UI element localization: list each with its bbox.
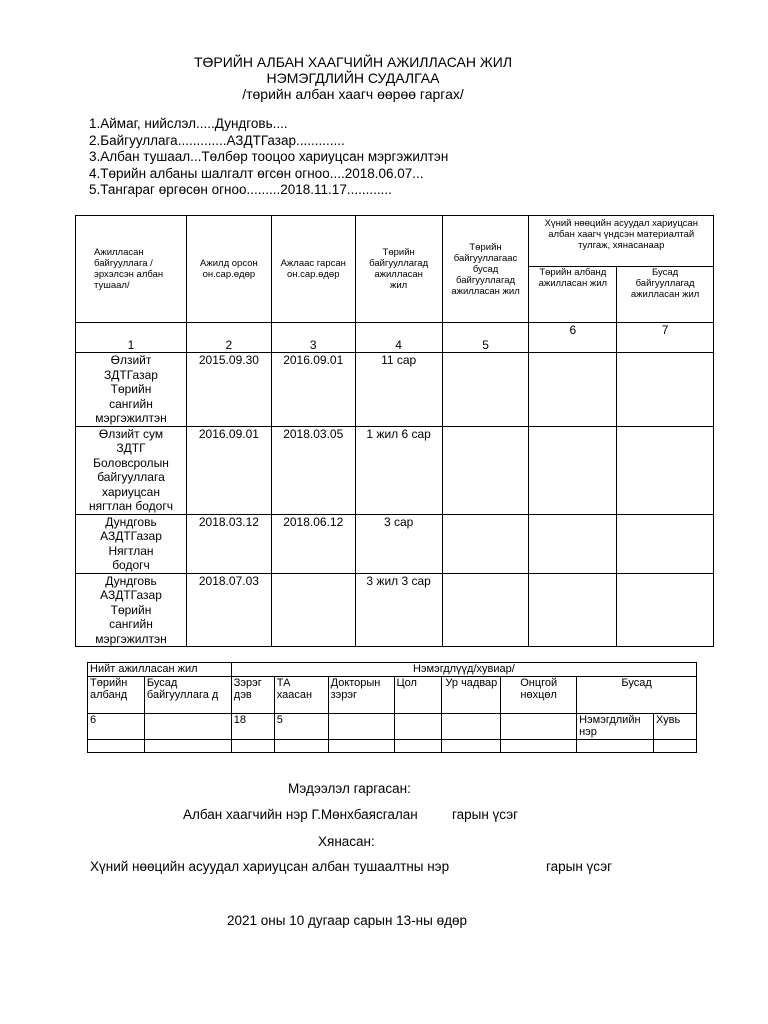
cell-organization: Дундговь АЗДТГазар Нягтлан бодогч	[76, 514, 187, 573]
header-doctorate: Докторын зэрэг	[328, 677, 394, 714]
column-number: 4	[355, 323, 442, 353]
cell-empty	[442, 514, 529, 573]
header-ta: ТА хаасан	[274, 677, 328, 714]
table-row	[76, 514, 714, 573]
cell-empty	[617, 573, 714, 647]
cell-empty	[617, 426, 714, 514]
header-other-orgs: Бусад байгууллага д	[144, 677, 231, 714]
cell-start-date: 2015.09.30	[186, 353, 271, 427]
cell-state-years: 11 сар	[355, 353, 442, 427]
cell-bonus-name: Нэмэгдлийн нэр	[577, 714, 654, 740]
cell-empty	[442, 426, 529, 514]
cell-ta: 5	[274, 714, 328, 740]
table-row	[76, 573, 714, 647]
cell-empty	[144, 714, 231, 740]
column-number: 2	[186, 323, 271, 353]
cell-empty	[617, 353, 714, 427]
cell-start-date: 2018.03.12	[186, 514, 271, 573]
cell-start-date: 2018.07.03	[186, 573, 271, 647]
header-title: Цол	[394, 677, 442, 714]
header-hr-other-years: Бусад байгууллагад ажилласан жил	[617, 267, 714, 323]
table-row	[76, 353, 714, 427]
cell-empty	[529, 573, 617, 647]
title-line-1: ТӨРИЙН АЛБАН ХААГЧИЙН АЖИЛЛАСАН ЖИЛ	[193, 54, 513, 70]
subtitle: /төрийн албан хаагч өөрөө гаргах/	[242, 86, 464, 102]
cell-empty	[529, 514, 617, 573]
header-end-date: Ажлаас гарсан он.сар.өдөр	[271, 216, 355, 323]
cell-empty	[617, 514, 714, 573]
cell-bonus-percent: Хувь	[654, 714, 697, 740]
info-position: 3.Албан тушаал...Төлбөр тооцоо хариуцсан мэргэжилтэн	[89, 149, 449, 164]
table-row	[88, 714, 697, 740]
info-aimag: 1.Аймаг, нийслэл.....Дундговь....	[89, 116, 288, 131]
employment-history-table	[75, 215, 714, 647]
header-hr-verification: Хүний нөөцийн асуудал хариуцсан албан хаагч үндсэн материалтай тулгаж, хянасанаар	[529, 216, 714, 267]
cell-state-years: 1 жил 6 сар	[355, 426, 442, 514]
cell-state-years: 3 жил 3 сар	[355, 573, 442, 647]
title-line-2: НЭМЭГДЛИЙН СУДАЛГАА	[266, 70, 440, 86]
info-provided-label: Мэдээлэл гаргасан:	[288, 781, 411, 796]
cell-empty	[328, 714, 394, 740]
column-number: 5	[442, 323, 529, 353]
header-rank: Зэрэг дэв	[231, 677, 274, 714]
info-organization: 2.Байгууллага.............АЗДТГазар.............	[89, 133, 345, 148]
info-oath-date: 5.Тангараг өргөсөн огноо.........2018.11.17............	[89, 182, 392, 197]
column-number: 6	[529, 323, 617, 353]
document-date: 2021 оны 10 дугаар сарын 13-ны өдөр	[227, 913, 467, 928]
bonus-summary-table	[87, 662, 697, 753]
cell-start-date: 2016.09.01	[186, 426, 271, 514]
employee-signature: гарын үсэг	[452, 807, 519, 822]
cell-end-date: 2018.03.05	[271, 426, 355, 514]
column-number: 3	[271, 323, 355, 353]
cell-end-date: 2018.06.12	[271, 514, 355, 573]
cell-state-years: 3 сар	[355, 514, 442, 573]
cell-organization: Өлзийт сум ЗДТГ Боловсролын байгууллага хариуцсан нягтлан бодогч	[76, 426, 187, 514]
column-number: 7	[617, 323, 714, 353]
header-organization: Ажилласан байгууллага /эрхэлсэн албан тушаал/	[76, 216, 187, 323]
cell-end-date: 2016.09.01	[271, 353, 355, 427]
cell-end-date	[271, 573, 355, 647]
header-state-service: Төрийн албанд	[88, 677, 145, 714]
reviewed-label: Хянасан:	[318, 834, 375, 849]
employee-name: Албан хаагчийн нэр Г.Мөнхбаясгалан	[183, 807, 418, 822]
header-other-years: Төрийн байгууллагаас бусад байгууллагад ажилласан жил	[442, 216, 529, 323]
table-row	[88, 740, 697, 753]
cell-empty	[442, 714, 501, 740]
info-exam-date: 4.Төрийн албаны шалгалт өгсөн огноо....2018.06.07...	[89, 166, 424, 181]
hr-officer-name: Хүний нөөцийн асуудал хариуцсан албан тушаалтны нэр	[90, 859, 450, 874]
cell-empty	[501, 714, 577, 740]
cell-state-service: 6	[88, 714, 145, 740]
cell-rank: 18	[231, 714, 274, 740]
header-start-date: Ажилд орсон он.сар.өдөр	[186, 216, 271, 323]
cell-empty	[529, 426, 617, 514]
cell-empty	[394, 714, 442, 740]
cell-organization: Өлзийт ЗДТГазар Төрийн сангийн мэргэжилтэн	[76, 353, 187, 427]
header-hr-state-years: Төрийн албанд ажилласан жил	[529, 267, 617, 323]
cell-organization: Дундговь АЗДТГазар Төрийн сангийн мэргэжилтэн	[76, 573, 187, 647]
header-state-years: Төрийн байгууллагад ажилласан жил	[355, 216, 442, 323]
hr-signature: гарын үсэг	[546, 859, 613, 874]
cell-empty	[529, 353, 617, 427]
header-special-conditions: Онцгой нөхцөл	[501, 677, 577, 714]
header-total-years: Нийт ажилласан жил	[88, 663, 232, 677]
table-row	[76, 426, 714, 514]
column-number: 1	[76, 323, 187, 353]
header-other: Бусад	[577, 677, 697, 714]
cell-empty	[442, 573, 529, 647]
header-bonuses: Нэмэгдлүүд/хувиар/	[231, 663, 696, 677]
header-skill: Ур чадвар	[442, 677, 501, 714]
cell-empty	[442, 353, 529, 427]
